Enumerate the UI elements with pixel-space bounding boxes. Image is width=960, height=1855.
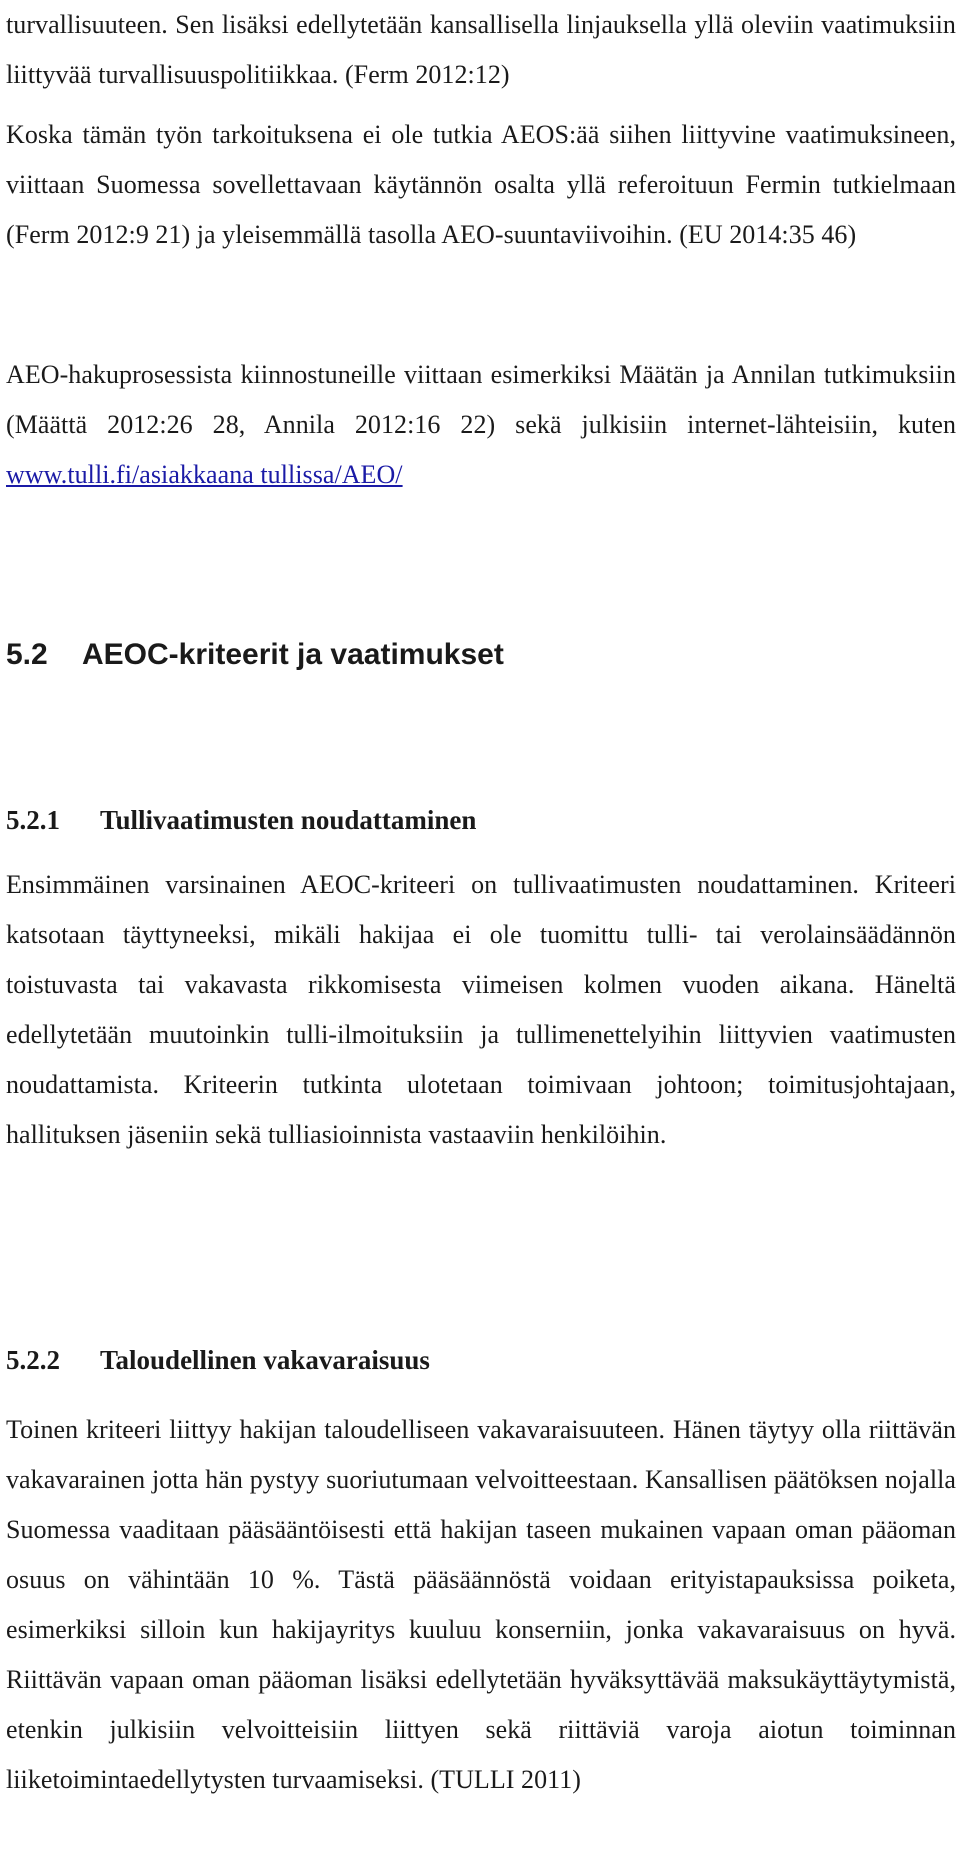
paragraph-customs-compliance: Ensimmäinen varsinainen AEOC-kriteeri on tullivaatimusten noudattaminen. Kriteeri katsotaan täyttyneeksi, mikäli hakijaa ei ole tuomittu tulli- tai verolainsäädännön toistuvasta tai vakavasta rikkomisesta viimeisen kolmen vuoden aikana. Häneltä edellytetään muutoinkin tulli-ilmoituksiin ja tullimenettelyihin liittyvien vaatimusten noudattamista. Kriteerin tutkinta ulotetaan toimivaan johtoon; toimitusjohtajaan, hallituksen jäseniin sekä tulliasioinnista vastaaviin henkilöihin. [6,870,956,1149]
paragraph-financial-solvency: Toinen kriteeri liittyy hakijan taloudelliseen vakavaraisuuteen. Hänen täytyy olla riittävän vakavarainen jotta hän pystyy suoriutumaan velvoitteestaan. Kansallisen päätöksen nojalla Suomessa vaaditaan pääsääntöisesti että hakijan taseen mukainen vapaan oman pääoman osuus on vähintään 10 %. Tästä pääsäännöstä voidaan erityistapauksissa poiketa, esimerkiksi silloin kun hakijayritys kuuluu konserniin, jonka vakavaraisuus on hyvä. Riittävän vapaan oman pääoman lisäksi edellytetään hyväksyttävää maksukäyttäytymistä, etenkin julkisiin velvoitteisiin liittyen sekä riittäviä varoja aiotun toiminnan liiketoimintaedellytysten turvaamiseksi. (TULLI 2011) [6,1415,956,1794]
subsection-title: Tullivaatimusten noudattaminen [100,805,477,835]
paragraph-aeo-application-text: AEO-hakuprosessista kiinnostuneille viittaan esimerkiksi Määtän ja Annilan tutkimuksiin (Määttä 2012:26 28, Annila 2012:16 22) sekä julkisiin internet-lähteisiin, kuten [6,360,956,439]
section-heading-5-2 [6,630,504,680]
subsection-heading-5-2-1 [6,795,476,845]
subsection-heading-5-2-2 [6,1335,430,1385]
tulli-aeo-link[interactable]: www.tulli.fi/asiakkaana tullissa/AEO/ [6,460,403,489]
section-title: AEOC-kriteerit ja vaatimukset [82,638,504,671]
subsection-title: Taloudellinen vakavaraisuus [100,1345,430,1375]
section-number: 5.2 [6,638,48,671]
paragraph-security-policy: turvallisuuteen. Sen lisäksi edellytetään kansallisella linjauksella yllä oleviin vaatimuksiin liittyvää turvallisuuspolitiikkaa. (Ferm 2012:12) [6,10,956,89]
subsection-number: 5.2.1 [6,805,60,835]
subsection-number: 5.2.2 [6,1345,60,1375]
paragraph-aeo-application [6,350,956,500]
paragraph-aeos-scope: Koska tämän työn tarkoituksena ei ole tutkia AEOS:ää siihen liittyvine vaatimuksineen, viittaan Suomessa sovellettavaan käytännön osalta yllä referoituun Fermin tutkielmaan (Ferm 2012:9 21) ja yleisemmällä tasolla AEO-suuntaviivoihin. (EU 2014:35 46) [6,120,956,249]
